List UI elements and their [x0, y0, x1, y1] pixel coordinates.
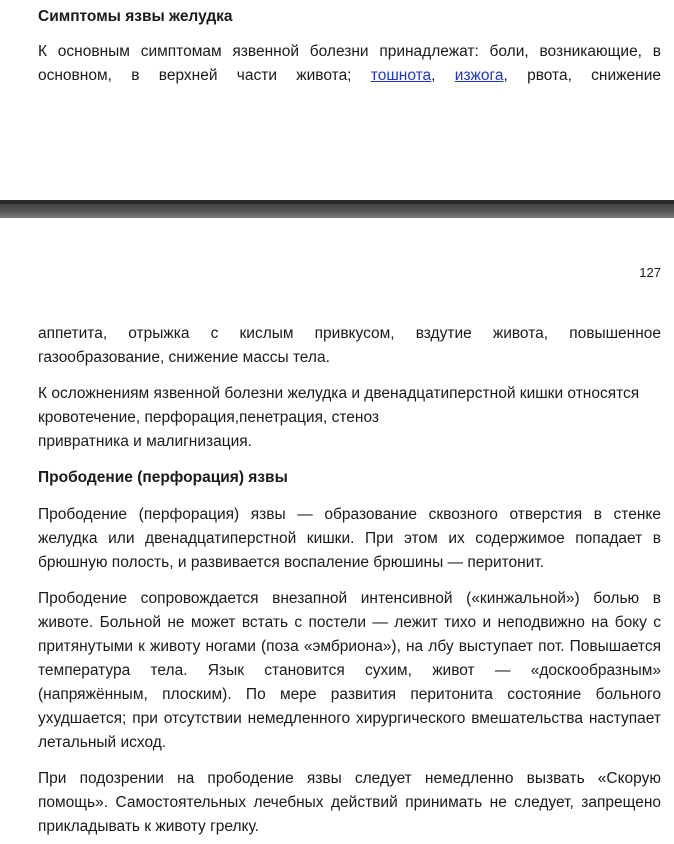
bottom-content	[38, 322, 661, 839]
link-heartburn[interactable]: изжога	[454, 67, 504, 84]
symptoms-text-end: , рвота, снижение	[503, 67, 661, 84]
page-separator-edge	[0, 200, 674, 204]
symptoms-text-start: К основным симптомам язвенной болезни принадлежат: боли, возникающие, в основном, в верхней части живота;	[38, 43, 661, 84]
separator: ,	[431, 67, 455, 84]
top-content	[38, 7, 661, 88]
page-number: 127	[639, 265, 661, 280]
paragraph-complications	[38, 382, 661, 454]
section-heading-perforation: Прободение (перфорация) язвы	[38, 469, 288, 486]
paragraph-perforation-symptoms: Прободение сопровождается внезапной интенсивной («кинжальной») болью в животе. Больной не может встать с постели — лежит тихо и неподвижно на боку с притянутыми к животу ногами (поза «эмбриона»), на лбу выступает пот. Повышается температура тела. Язык становится сухим, живот — «доскообразным» (напряжённым, плоским). По мере развития перитонита состояние больного ухудшается; при отсутствии немедленного хирургического вмешательства наступает летальный исход.	[38, 590, 661, 751]
complications-line1: К осложнениям язвенной болезни желудка и двенадцатиперстной кишки относятся кровотечение, перфорация,пенетрация, стеноз	[38, 385, 640, 426]
symptoms-paragraph	[38, 40, 661, 88]
page-top	[0, 0, 674, 200]
complications-line2: привратника и малигнизация.	[38, 433, 252, 450]
paragraph-first-aid: При подозрении на прободение язвы следует немедленно вызвать «Скорую помощь». Самостоятельных лечебных действий принимать не следует, запрещено прикладывать к животу грелку.	[38, 770, 661, 835]
link-nausea[interactable]: тошнота	[370, 67, 432, 84]
page-bottom	[0, 218, 674, 844]
section-heading-symptoms: Симптомы язвы желудка	[38, 8, 233, 25]
paragraph-appetite: аппетита, отрыжка с кислым привкусом, вздутие живота, повышенное газообразование, снижение массы тела.	[38, 325, 661, 366]
paragraph-perforation-definition: Прободение (перфорация) язвы — образование сквозного отверстия в стенке желудка или двенадцатиперстной кишки. При этом их содержимое попадает в брюшную полость, и развивается воспаление брюшины — перитонит.	[38, 506, 661, 571]
